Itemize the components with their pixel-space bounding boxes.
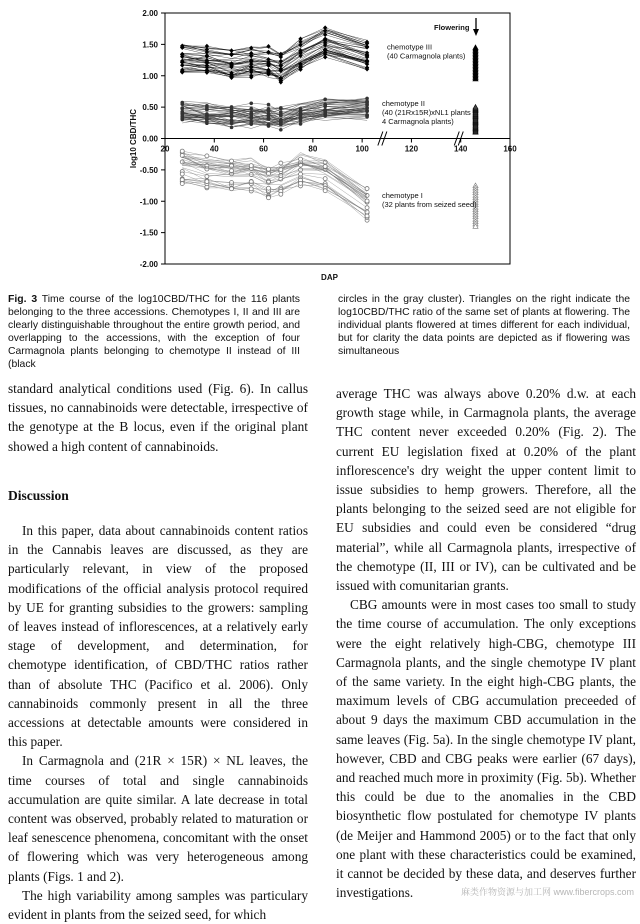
data-point: [323, 189, 327, 193]
y-tick-label: 1.50: [142, 40, 158, 50]
figure-label: Fig. 3: [8, 294, 38, 305]
series-line-3: [182, 181, 367, 220]
chart-svg: [0, 0, 640, 290]
data-point: [365, 110, 369, 114]
data-point: [205, 180, 209, 184]
data-point: [249, 164, 253, 168]
data-point: [279, 128, 283, 132]
data-point: [365, 97, 369, 101]
x-axis-label: DAP: [321, 273, 338, 282]
data-point: [205, 116, 209, 120]
figure-caption-right: [338, 293, 630, 358]
data-point: [180, 107, 184, 111]
series-note-2: 4 Carmagnola plants): [382, 116, 454, 126]
data-point: [267, 196, 271, 200]
y-tick-label: -2.00: [139, 260, 158, 269]
series-label-2: chemotype II: [382, 98, 425, 108]
y-tick-label: 2.00: [142, 9, 158, 18]
caption-text-left: Time course of the log10CBD/THC for the 116 plants belonging to the three accessions. Chemotypes I, II and III are clearly distinguishable throughout the entire growth period, and overlapping to the accessions, with the exception of four Carmagnola plants belonging to chemotype II instead of III (black: [8, 294, 301, 371]
series-label-3: chemotype I: [382, 191, 423, 201]
data-point: [279, 192, 283, 196]
data-point: [249, 102, 253, 106]
data-point: [323, 177, 327, 181]
series-note-2: (40 (21Rx15R)xNL1 plants: [382, 107, 471, 117]
body-column-left: [8, 379, 308, 924]
x-tick-label: 40: [209, 144, 219, 154]
data-point: [267, 186, 271, 190]
data-point: [267, 116, 271, 120]
site-watermark: 麻类作物资源与加工网 www.fibercrops.com: [460, 887, 634, 897]
caption-text-right: circles in the gray cluster). Triangles on the right indicate the log10CBD/THC ratio of the same set of plants at flowering. The individual plants flowered at times different for each individual, but for clarity the data points are depicted as if flowering was simultaneous: [338, 294, 630, 358]
y-tick-label: 0.50: [142, 103, 158, 113]
data-point: [299, 172, 303, 176]
data-point: [365, 103, 369, 107]
data-point: [180, 153, 184, 157]
paragraph-cbg: CBG amounts were in most cases too small to study the time course of accumulation. The only exceptions were the eight relatively high-CBG, chemotype III Carmagnola plants, and the single chemotype IV plant of the same variety. In the eight high-CBG plants, the maximum levels of CBG accumulation preceeded of about 9 days the maximum CBD accumulation in the same leaves (Fig. 5a). In the single chemotype IV plant, however, CBD and CBG peaks were earlier (67 days), and reached much more in proximity (Fig. 5b). Whether this could be due to the anomalies in the CBD biosynthetic flow postulated for chemotype IV plants (de Meijer and Hammond 2005) or to the fact that only one plant with these characteristics could be examined, it cannot be decided by these data, and deserves further investigations.: [336, 597, 636, 901]
figure-caption-left: [8, 293, 300, 372]
flowering-arrowhead: [473, 29, 479, 36]
data-point: [267, 167, 271, 171]
data-point: [205, 104, 209, 108]
data-point: [180, 178, 184, 182]
data-point: [230, 181, 234, 185]
y-tick-label: -1.00: [139, 197, 158, 207]
data-point: [230, 187, 234, 191]
paragraph-thc-average: average THC was always above 0.20% d.w. at each growth stage while, in Carmagnola plants, the average THC content never exceeded 0.20% (Fig. 2). The current EU legislation fixed at 0.20% of the plant inflorescence's dry weight the upper content limit to issue subsidies to hemp growers. Therefore, all the plants belonging to the seized seed are not eligible for EU subsidies and could even be considered “drug material”, while all Carmagnola plants, irrespective of the chemotype (II, III or IV), can be cultivated and be issued with comunitarian grants.: [336, 386, 636, 594]
y-tick-label: 1.00: [142, 71, 158, 81]
data-point: [267, 103, 271, 107]
data-point: [249, 116, 253, 120]
data-point: [180, 182, 184, 186]
paragraph-variability: The high variability among samples was particulary evident in plants from the seized seed, for which: [8, 887, 308, 923]
data-point: [180, 117, 184, 121]
data-point: [365, 187, 369, 191]
series-line-3: [182, 180, 367, 218]
data-point: [267, 109, 271, 113]
y-tick-label: -1.50: [139, 228, 158, 238]
data-point: [279, 106, 283, 110]
paragraph-callus: standard analytical conditions used (Fig. 6). In callus tissues, no cannabinoids were detectable, irrespective of the genotype at the B locus, even if the original plant showed a high content of cannabinoids.: [8, 381, 308, 454]
data-point: [230, 164, 234, 168]
x-tick-label: 140: [454, 144, 468, 154]
series-note-3: (32 plants from seized seed): [382, 200, 477, 210]
paragraph-time-courses: In Carmagnola and (21R × 15R) × NL leaves, the time courses of total and single cannabinoids accumulation are quite similar. A late decrease in total content was observed, probably related to maturation or leaf senescence phenomena, concomitant with the onset of flowering which was very heterogeneous among plants (Figs. 1 and 2).: [8, 753, 308, 884]
series-line-3: [182, 168, 367, 212]
y-tick-label: 0.00: [142, 134, 158, 144]
data-point: [365, 214, 369, 218]
x-tick-label: 60: [259, 144, 269, 154]
section-heading-discussion: Discussion: [8, 487, 69, 503]
x-tick-label: 160: [503, 144, 517, 154]
data-point: [323, 109, 327, 113]
data-point: [229, 52, 233, 57]
body-column-right: [336, 384, 636, 902]
data-point: [365, 106, 369, 110]
data-point: [323, 103, 327, 107]
x-tick-label: 120: [404, 144, 419, 154]
data-point: [323, 164, 327, 168]
data-point: [299, 110, 303, 114]
figure-3-chart: [0, 0, 640, 290]
series-label-1: chemotype III: [387, 42, 433, 52]
data-point: [230, 159, 234, 163]
data-point: [365, 206, 369, 210]
data-point: [249, 187, 253, 191]
x-tick-label: 20: [160, 144, 170, 154]
data-point: [180, 101, 184, 105]
x-tick-label: 100: [355, 144, 369, 154]
data-point: [180, 172, 184, 176]
series-note-1: (40 Carmagnola plants): [387, 51, 466, 61]
data-point: [299, 181, 303, 185]
flowering-triangle: [473, 45, 478, 50]
paragraph-discussion-intro: In this paper, data about cannabinoids content ratios in the Cannabis leaves are discussed, as they are particularly relevant, in view of the proposed modifications of the official analysis protocol required by UE for granting subsidies to the growers: sampling of leaves instead of inflorescences, at a relatively early stage of development, and determination, for chemotype identification, of CBD/THC ratios rather than of absolute THC (Pacifico et al. 2006). Only cannabinoids commonly present in all the three accessions at detectable amounts were considered in this paper.: [8, 523, 308, 750]
data-point: [299, 157, 303, 161]
flowering-label: Flowering: [434, 23, 470, 32]
data-point: [180, 149, 184, 153]
x-tick-label: 80: [308, 144, 318, 154]
data-point: [205, 154, 209, 158]
data-point: [230, 106, 234, 110]
y-tick-label: -0.50: [139, 165, 158, 175]
data-point: [279, 161, 283, 165]
y-axis-label: log10 CBD/THC: [129, 108, 138, 169]
flowering-triangle: [473, 105, 478, 110]
